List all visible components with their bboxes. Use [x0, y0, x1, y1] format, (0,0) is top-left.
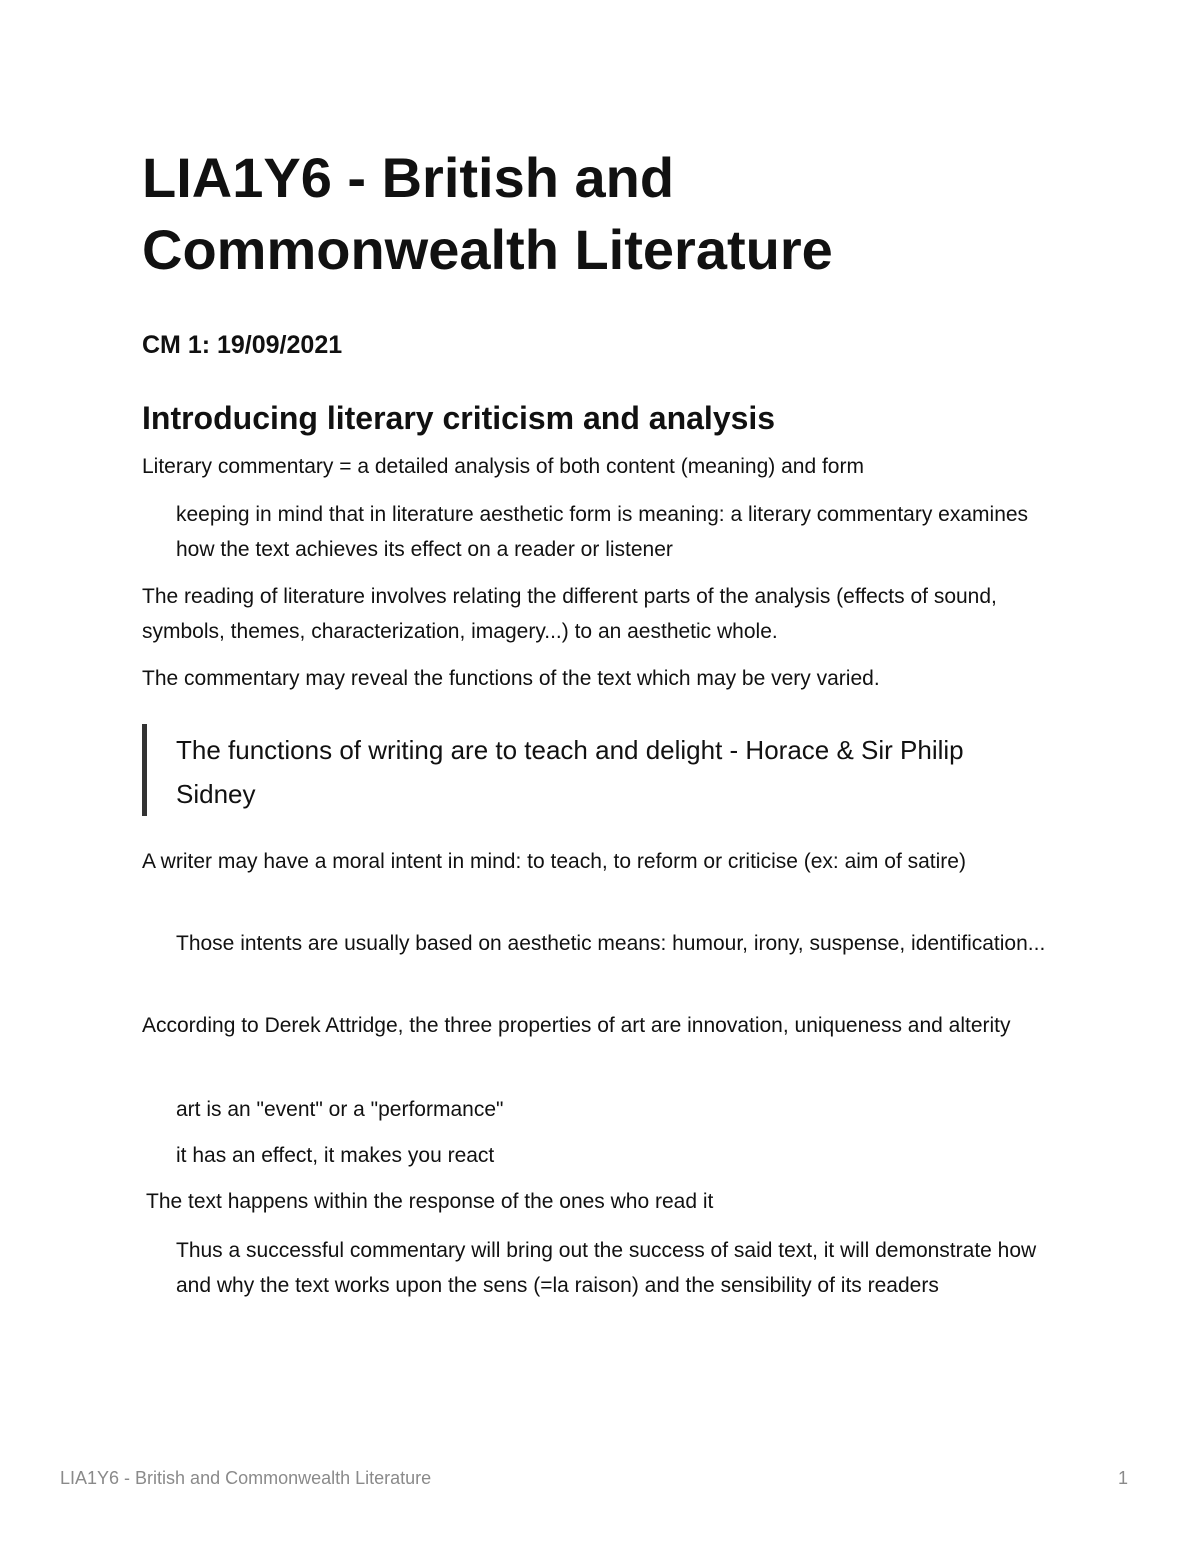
quote-text: The functions of writing are to teach and delight - Horace & Sir Philip Sidney — [176, 735, 964, 809]
paragraph-indented-aesthetic-form: keeping in mind that in literature aesthetic form is meaning: a literary commentary examines how the text achieves its effect on a reader or listener — [176, 503, 1029, 561]
paragraph-reading-literature: The reading of literature involves relating the different parts of the analysis (effects of sound, symbols, themes, characterization, imagery...) to an aesthetic whole. — [142, 585, 997, 643]
paragraph-indented-successful-commentary: Thus a successful commentary will bring out the success of said text, it will demonstrate how and why the text works upon the sens (=la raison) and the sensibility of its readers — [176, 1239, 1037, 1297]
paragraph-definition: Literary commentary = a detailed analysis of both content (meaning) and form — [142, 455, 864, 478]
paragraph-functions: The commentary may reveal the functions of the text which may be very varied. — [142, 667, 880, 690]
paragraph-indented-aesthetic-means: Those intents are usually based on aesthetic means: humour, irony, suspense, identification... — [176, 932, 1046, 955]
document-title: LIA1Y6 - British and Commonwealth Literature — [142, 146, 833, 281]
paragraph-indented-effect: it has an effect, it makes you react — [176, 1144, 495, 1167]
paragraph-attridge: According to Derek Attridge, the three properties of art are innovation, uniqueness and alterity — [142, 1014, 1011, 1037]
paragraph-indented-event: art is an "event" or a "performance" — [176, 1098, 504, 1121]
footer-document-title: LIA1Y6 - British and Commonwealth Literature — [60, 1468, 432, 1488]
paragraph-moral-intent: A writer may have a moral intent in mind: to teach, to reform or criticise (ex: aim of satire) — [142, 850, 966, 873]
footer-page-number: 1 — [1117, 1468, 1128, 1488]
section-heading: Introducing literary criticism and analysis — [142, 400, 776, 436]
session-heading: CM 1: 19/09/2021 — [142, 331, 343, 359]
blockquote — [142, 724, 1047, 816]
paragraph-text-happens: The text happens within the response of the ones who read it — [146, 1190, 714, 1213]
